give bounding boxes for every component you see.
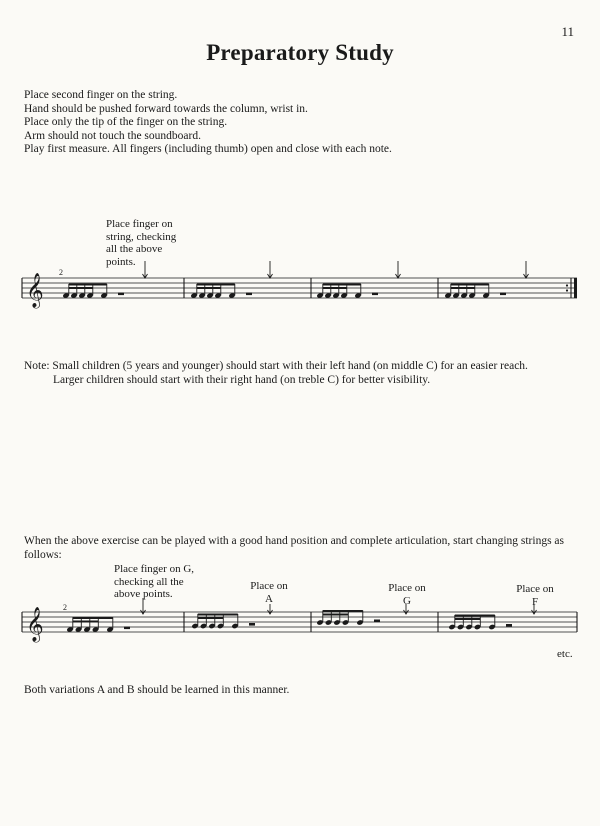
instruction-line: Place second finger on the string. [24,89,178,101]
rest [124,627,130,630]
rest [500,293,506,296]
beam [323,610,363,612]
music-staff-2 [0,590,600,670]
exercise2-annotation-a: Place on A [250,580,288,605]
closing-text: Both variations A and B should be learned in this manner. [24,684,290,696]
beam [323,287,347,289]
note: Note: Small children (5 years and younger) should start with their left hand (on middle C) for an easier reach. Larger children should start with their right hand (on treble C) for better visibility. [24,360,528,386]
finger-number: 2 [59,268,63,277]
beam [197,287,221,289]
beam [323,284,361,286]
page-title: Preparatory Study [206,40,394,65]
exercise1-annotation: Place finger on string, checking all the above points. [106,218,177,268]
rest [372,293,378,296]
beam [323,614,349,616]
instruction-line: Play first measure. All fingers (including thumb) open and close with each note. [24,143,392,155]
instructions [24,89,564,157]
beam [69,284,107,286]
etc-text: etc. [557,648,573,660]
finger-number: 2 [63,603,67,612]
treble-clef-icon: 𝄞 [26,607,44,642]
exercise2-annotation-f: Place on F [516,583,554,608]
treble-clef-icon: 𝄞 [26,273,44,308]
beam [69,287,93,289]
beam [73,617,113,619]
rest [506,624,512,627]
rest [118,293,124,296]
exercise2-intro: When the above exercise can be played with a good hand position and complete articulation, start changing strings as follows: [24,535,565,561]
instruction-line: Place only the tip of the finger on the string. [24,116,228,128]
beam [451,284,489,286]
instruction-line: Arm should not touch the soundboard. [24,129,201,142]
rest [249,623,255,626]
rest [374,620,380,623]
beam [73,621,99,623]
instruction-line: Hand should be pushed forward towards the column, wrist in. [24,102,308,115]
rest [246,293,252,296]
measure-group [62,284,506,299]
music-staff-1 [0,258,600,328]
beam [455,615,495,617]
exercise2-annotation-g: Place on G [388,582,426,607]
exercise2-annotation-first: Place finger on G, checking all the above points. [114,563,195,600]
page-number: 11 [561,24,574,39]
beam [198,614,238,616]
measure-group [66,610,512,633]
beam [451,287,475,289]
beam [455,618,481,620]
beam [197,284,235,286]
beam [198,617,224,619]
